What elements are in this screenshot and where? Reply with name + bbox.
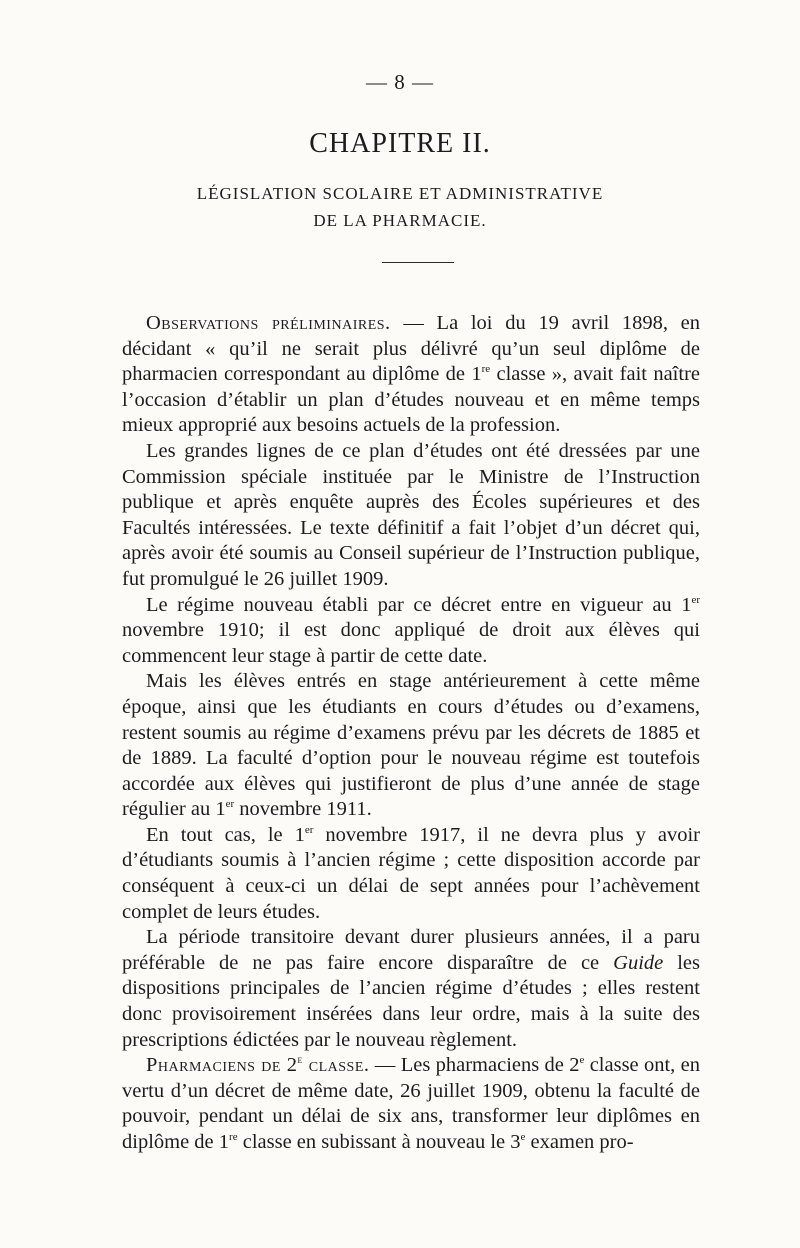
body-text bbox=[122, 311, 700, 1156]
text-run: les dispositions principales de l’ancien régime d’études ; elles restent donc provisoirement insérées dans leur ordre, mais à la suite des prescriptions édictées par le nouveau règlement. bbox=[122, 951, 701, 1051]
superscript: er bbox=[225, 798, 235, 811]
paragraph-pharmaciens-2e-classe bbox=[122, 1053, 700, 1155]
superscript: re bbox=[229, 1131, 238, 1144]
chapter-subtitle-line-1: LÉGISLATION SCOLAIRE ET ADMINISTRATIVE bbox=[196, 184, 604, 203]
paragraph-observations bbox=[122, 311, 700, 439]
text-run: novembre 1917, il ne devra plus y avoir d’étudiants soumis à l’ancien régime ; cette disposition accorde par conséquent à ceux-ci un délai de sept années pour l’achèvement complet de leurs études. bbox=[122, 823, 700, 923]
paragraph-regime-nouveau bbox=[122, 593, 700, 670]
text-run: — La loi du 19 avril 1898, en décidant « qu’il ne serait plus délivré qu’un seul diplôme de pharmacien correspondant au diplôme de 1 bbox=[122, 312, 701, 386]
text-run: classe en subissant à nouveau le 3 bbox=[237, 1131, 521, 1153]
chapter-title: CHAPITRE II. bbox=[309, 128, 491, 159]
paragraph-periode-transitoire bbox=[122, 925, 700, 1053]
paragraph-eleves-anterieurs bbox=[122, 669, 700, 823]
text-run: — Les pharmaciens de 2 bbox=[369, 1054, 580, 1077]
heading-text: classe. bbox=[302, 1054, 370, 1077]
paragraph-en-tout-cas bbox=[122, 823, 700, 925]
page-number: — 8 — bbox=[366, 70, 434, 94]
text-run: novembre 1911. bbox=[234, 798, 372, 821]
run-in-heading: Observations préliminaires. bbox=[146, 312, 391, 334]
superscript: er bbox=[304, 824, 314, 837]
text-run: La période transitoire devant durer plusieurs années, il a paru préférable de ne pas faire encore disparaître de ce bbox=[122, 926, 700, 974]
paragraph-commission: Les grandes lignes de ce plan d’études ont été dressées par une Commission spéciale instituée par le Ministre de l’Instruction publique et après enquête auprès des Écoles supérieures et des Facultés intéressées. Le texte définitif a fait l’objet d’un décret qui, après avoir été soumis au Conseil supérieur de l’Instruction publique, fut promulgué le 26 juillet 1909. bbox=[122, 439, 700, 590]
superscript: e bbox=[520, 1131, 526, 1144]
superscript: er bbox=[691, 593, 700, 606]
guide-title: Guide bbox=[613, 951, 664, 974]
run-in-heading bbox=[146, 1054, 370, 1076]
text-run: Mais les élèves entrés en stage antérieurement à cette même époque, ainsi que les étudiants en cours d’études ou d’examens, restent soumis au régime d’examens prévu par les décrets de 1885 et de 1889. La faculté d’option pour le nouveau régime est toutefois accordée aux élèves qui justifieront de plus d’une année de stage régulier au 1 bbox=[122, 670, 700, 821]
superscript: e bbox=[297, 1054, 303, 1067]
text-run: classe », avait fait naître l’occasion d’établir un plan d’études nouveau et en même temps mieux approprié aux besoins actuels de la profession. bbox=[122, 363, 700, 437]
text-run: En tout cas, le 1 bbox=[146, 823, 305, 846]
text-run: novembre 1910; il est donc appliqué de droit aux élèves qui commencent leur stage à partir de cette date. bbox=[122, 619, 700, 667]
section-divider bbox=[382, 262, 454, 263]
superscript: re bbox=[481, 363, 491, 376]
heading-text: Pharmaciens de 2 bbox=[146, 1054, 298, 1077]
superscript: e bbox=[579, 1054, 585, 1067]
chapter-subtitle-line-2: DE LA PHARMACIE. bbox=[313, 211, 487, 230]
text-run: classe ont, en vertu d’un décret de même date, 26 juillet 1909, obtenu la faculté de pouvoir, pendant un délai de six ans, transformer leur diplômes en diplôme de 1 bbox=[122, 1054, 700, 1153]
text-run: Le régime nouveau établi par ce décret entre en vigueur au 1 bbox=[146, 593, 692, 616]
text-run: examen pro- bbox=[525, 1131, 634, 1153]
